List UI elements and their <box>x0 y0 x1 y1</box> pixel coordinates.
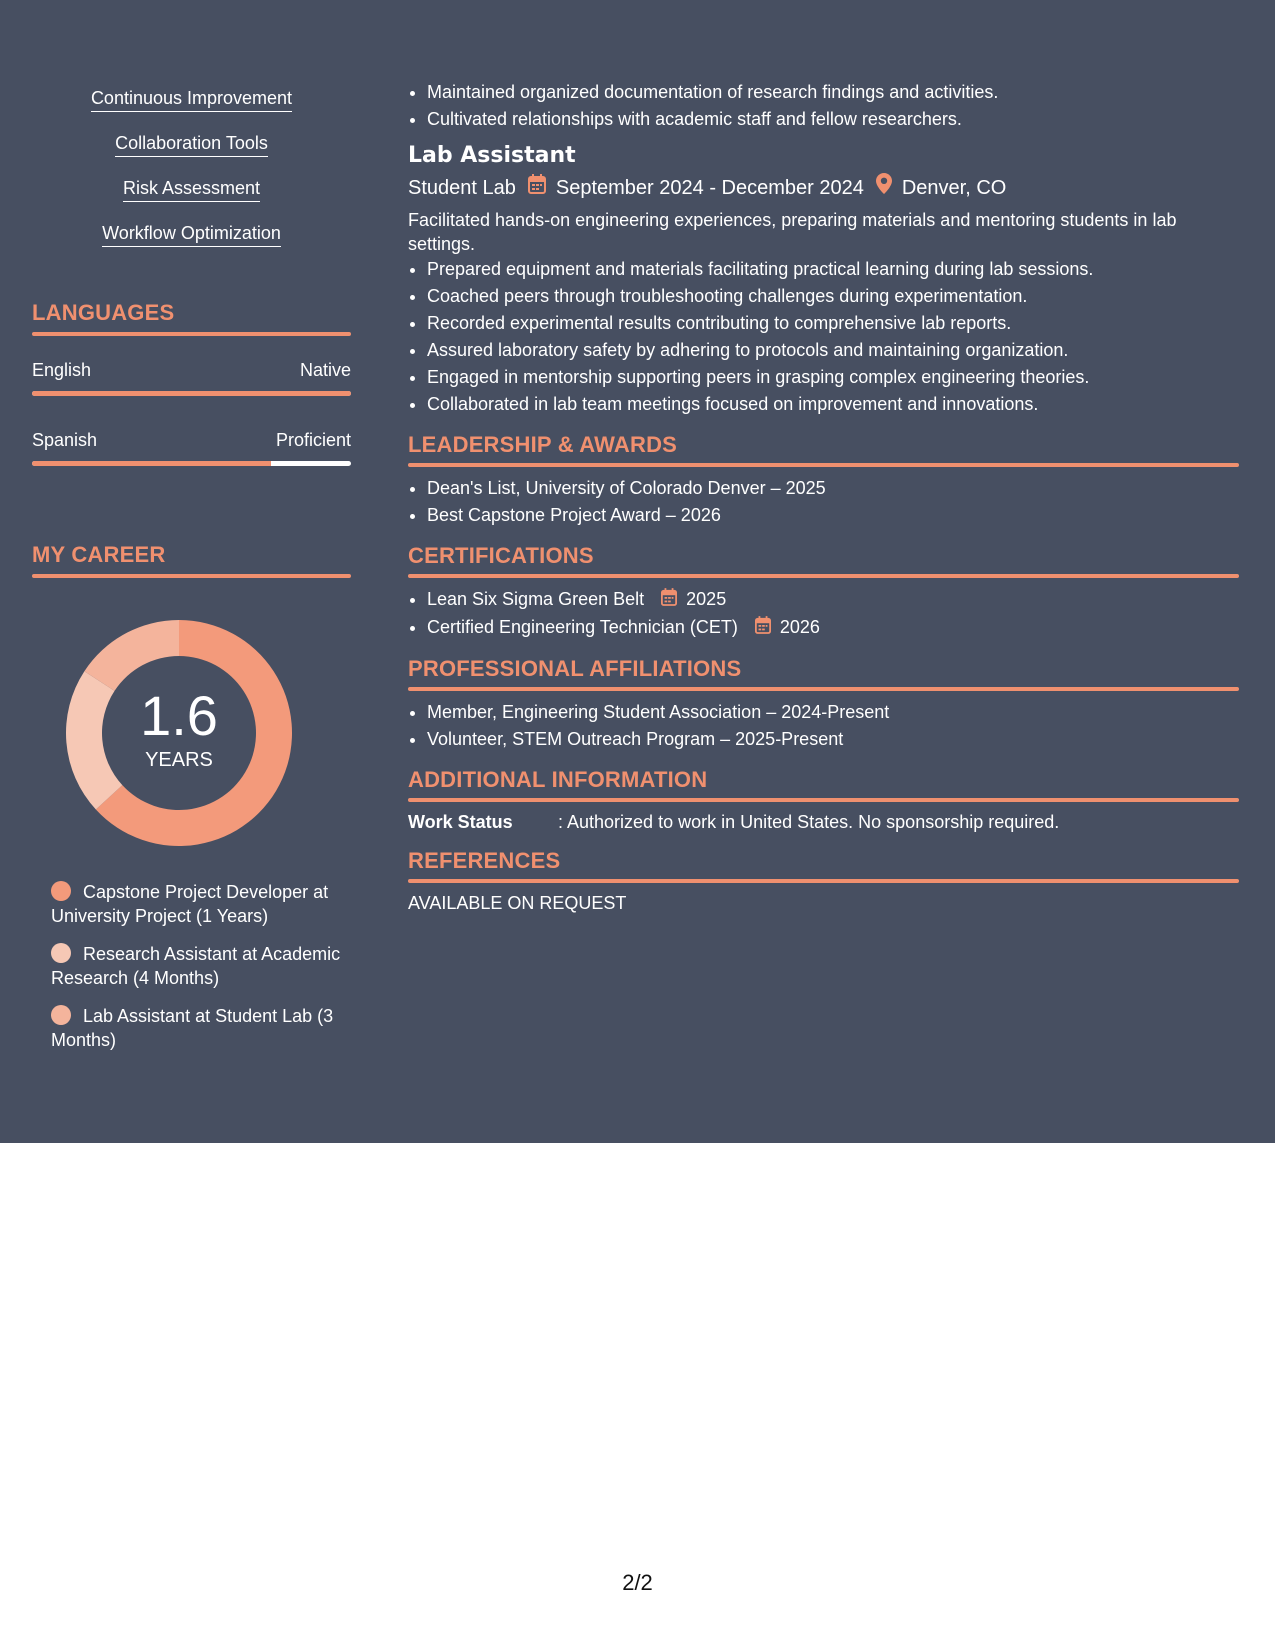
language-name: English <box>32 360 92 380</box>
affiliations-section <box>408 654 1239 753</box>
calendar-icon <box>661 587 677 614</box>
list-item: • Maintained organized documentation of research findings and activities. <box>427 79 1239 106</box>
career-donut-chart <box>66 620 292 846</box>
legend-dot <box>51 943 71 963</box>
language-proficiency-fill <box>32 461 271 466</box>
languages-title: LANGUAGES <box>32 300 175 325</box>
career-section-header <box>32 542 351 578</box>
legend-label: Research Assistant at Academic Research (4 Months) <box>51 944 341 988</box>
list-item <box>427 614 1239 642</box>
language-proficiency-bar <box>32 391 351 396</box>
legend-label: Lab Assistant at Student Lab (3 Months) <box>51 1006 334 1050</box>
certifications-section <box>408 541 1239 642</box>
job-company: Student Lab <box>408 176 516 199</box>
work-status-label: Work Status <box>408 811 513 832</box>
skill-item: Risk Assessment <box>123 176 260 202</box>
list-item: • Coached peers through troubleshooting challenges during experimentation. <box>427 283 1239 310</box>
legend-dot <box>51 1005 71 1025</box>
right-column <box>408 79 1239 915</box>
language-proficiency-bar <box>32 461 351 466</box>
skill-item: Workflow Optimization <box>102 221 281 247</box>
job-title: Lab Assistant <box>408 143 576 168</box>
list-item: • Member, Engineering Student Association – 2024-Present <box>427 699 1239 726</box>
work-status-value: : Authorized to work in United States. No sponsorship required. <box>558 811 1060 832</box>
certification-year: 2025 <box>686 589 727 609</box>
calendar-icon <box>755 615 771 642</box>
language-item-spanish <box>32 428 351 466</box>
certification-year: 2026 <box>779 616 820 637</box>
previous-job-bullets <box>408 79 1239 133</box>
section-divider <box>408 687 1239 691</box>
list-item: • Engaged in mentorship supporting peers in grasping complex engineering theories. <box>427 364 1239 391</box>
career-legend <box>51 880 341 1066</box>
legend-dot <box>51 881 71 901</box>
certifications-title: CERTIFICATIONS <box>408 543 594 568</box>
additional-info-section <box>408 765 1239 834</box>
additional-info-title: ADDITIONAL INFORMATION <box>408 766 708 792</box>
list-item: • Recorded experimental results contributing to comprehensive lab reports. <box>427 310 1239 337</box>
location-pin-icon <box>876 173 892 202</box>
skill-item: Collaboration Tools <box>115 131 268 157</box>
list-item: • Collaborated in lab team meetings focused on improvement and innovations. <box>427 391 1239 418</box>
language-name: Spanish <box>32 430 98 450</box>
career-total-unit: YEARS <box>145 749 213 771</box>
affiliations-title: PROFESSIONAL AFFILIATIONS <box>408 655 742 681</box>
section-divider <box>32 574 351 578</box>
language-item-english <box>32 358 351 396</box>
languages-section-header <box>32 300 351 336</box>
list-item: • Cultivated relationships with academic staff and fellow researchers. <box>427 106 1239 133</box>
legend-item <box>51 942 341 990</box>
legend-label: Capstone Project Developer at University Project (1 Years) <box>51 882 329 926</box>
job-dates: September 2024 - December 2024 <box>555 176 864 199</box>
language-level: Proficient <box>275 430 351 450</box>
job-location: Denver, CO <box>901 176 1007 199</box>
list-item <box>427 586 1239 614</box>
list-item: • Dean's List, University of Colorado Denver – 2025 <box>427 475 1239 502</box>
skill-item: Continuous Improvement <box>91 86 292 112</box>
list-item: • Best Capstone Project Award – 2026 <box>427 502 1239 529</box>
leadership-section <box>408 430 1239 529</box>
career-total-value: 1.6 <box>140 684 218 747</box>
section-divider <box>408 463 1239 467</box>
career-title: MY CAREER <box>32 542 166 567</box>
section-divider <box>408 879 1239 883</box>
section-divider <box>408 574 1239 578</box>
job-description: Facilitated hands-on engineering experiences, preparing materials and mentoring students in lab settings. <box>408 210 1177 254</box>
legend-item <box>51 880 341 928</box>
list-item: • Assured laboratory safety by adhering to protocols and maintaining organization. <box>427 337 1239 364</box>
skills-list <box>32 86 351 266</box>
job-bullets <box>408 256 1239 418</box>
list-item: • Volunteer, STEM Outreach Program – 2025-Present <box>427 726 1239 753</box>
leadership-title: LEADERSHIP & AWARDS <box>408 432 678 457</box>
job-meta <box>408 173 1239 202</box>
legend-item <box>51 1004 341 1052</box>
calendar-icon <box>528 174 546 202</box>
certification-name: Lean Six Sigma Green Belt <box>427 589 645 609</box>
references-section <box>408 846 1239 915</box>
certification-name: Certified Engineering Technician (CET) <box>427 616 738 637</box>
references-title: REFERENCES <box>408 847 561 873</box>
page-number: 2/2 <box>622 1570 653 1595</box>
section-divider <box>408 798 1239 802</box>
section-divider <box>32 332 351 336</box>
language-proficiency-fill <box>32 391 351 396</box>
references-text: AVAILABLE ON REQUEST <box>408 892 627 913</box>
language-level: Native <box>299 360 351 380</box>
list-item: • Prepared equipment and materials facilitating practical learning during lab sessions. <box>427 256 1239 283</box>
